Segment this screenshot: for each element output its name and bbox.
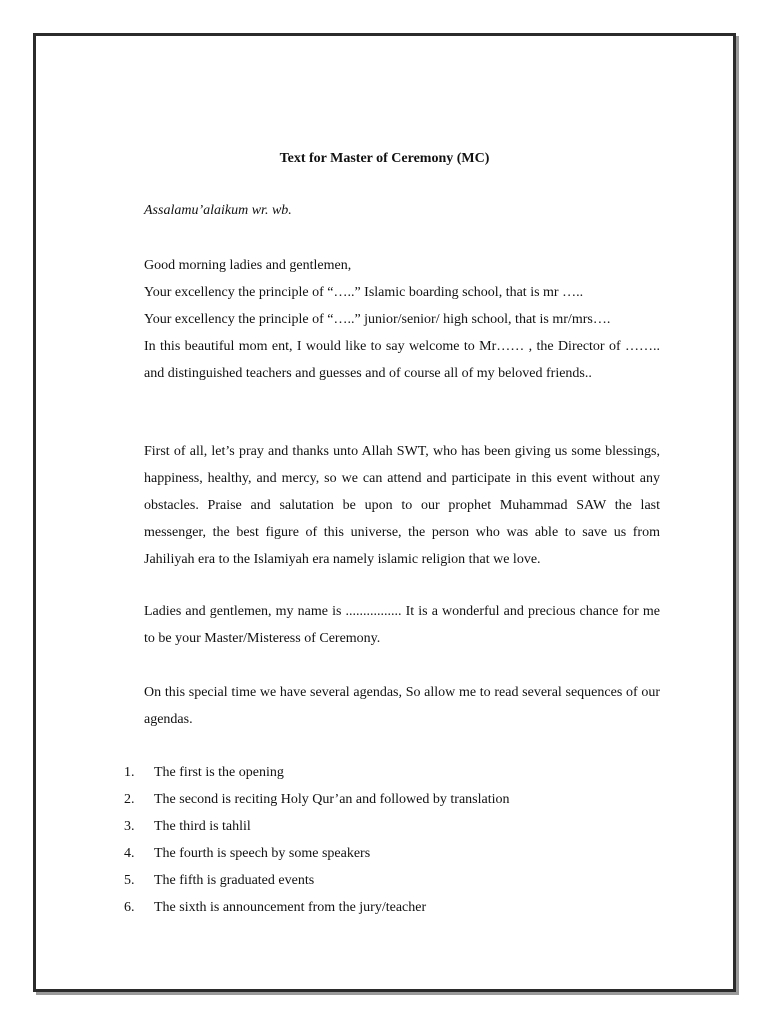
welcome-line: In this beautiful mom ent, I would like to say welcome to Mr…… , the Director of …….. and distinguished teachers and guesses and of course all of my beloved friends..: [144, 339, 660, 381]
opening-paragraph: [144, 252, 660, 387]
list-item: [124, 759, 664, 786]
list-item: [124, 786, 664, 813]
list-item-text: The fifth is graduated events: [154, 873, 315, 888]
agenda-list: [124, 759, 664, 921]
list-item-number: 5.: [124, 873, 135, 888]
list-item: [124, 840, 664, 867]
salam-greeting: Assalamu’alaikum wr. wb.: [144, 203, 292, 218]
agenda-intro-paragraph: On this special time we have several agendas, So allow me to read several sequences of our agendas.: [144, 685, 660, 727]
greeting-line: Good morning ladies and gentlemen,: [144, 258, 352, 273]
introduction-paragraph: Ladies and gentlemen, my name is ................ It is a wonderful and precious chance for me to be your Master/Misteress of Ceremony.: [144, 604, 660, 646]
list-item-number: 1.: [124, 765, 135, 780]
list-item-number: 6.: [124, 900, 135, 915]
prayer-paragraph: First of all, let’s pray and thanks unto Allah SWT, who has been giving us some blessings, happiness, healthy, and mercy, so we can attend and participate in this event without any obstacles. Praise and salutation be upon to our prophet Muhammad SAW the last messenger, the best figure of this universe, the person who was able to save us from Jahiliyah era to the Islamiyah era namely islamic religion that we love.: [144, 444, 660, 567]
list-item-number: 3.: [124, 819, 135, 834]
list-item-text: The sixth is announcement from the jury/teacher: [154, 900, 427, 915]
list-item-text: The third is tahlil: [154, 819, 251, 834]
list-item-text: The second is reciting Holy Qur’an and followed by translation: [154, 792, 510, 807]
list-item: [124, 867, 664, 894]
list-item-text: The fourth is speech by some speakers: [154, 846, 371, 861]
list-item: [124, 813, 664, 840]
list-item-text: The first is the opening: [154, 765, 284, 780]
principal-school-line: Your excellency the principle of “…..” junior/senior/ high school, that is mr/mrs….: [144, 312, 611, 327]
document-title: Text for Master of Ceremony (MC): [279, 151, 490, 166]
list-item-number: 4.: [124, 846, 135, 861]
list-item-number: 2.: [124, 792, 135, 807]
list-item: [124, 894, 664, 921]
principal-boarding-line: Your excellency the principle of “…..” Islamic boarding school, that is mr …..: [144, 285, 584, 300]
document-page: [33, 33, 736, 992]
